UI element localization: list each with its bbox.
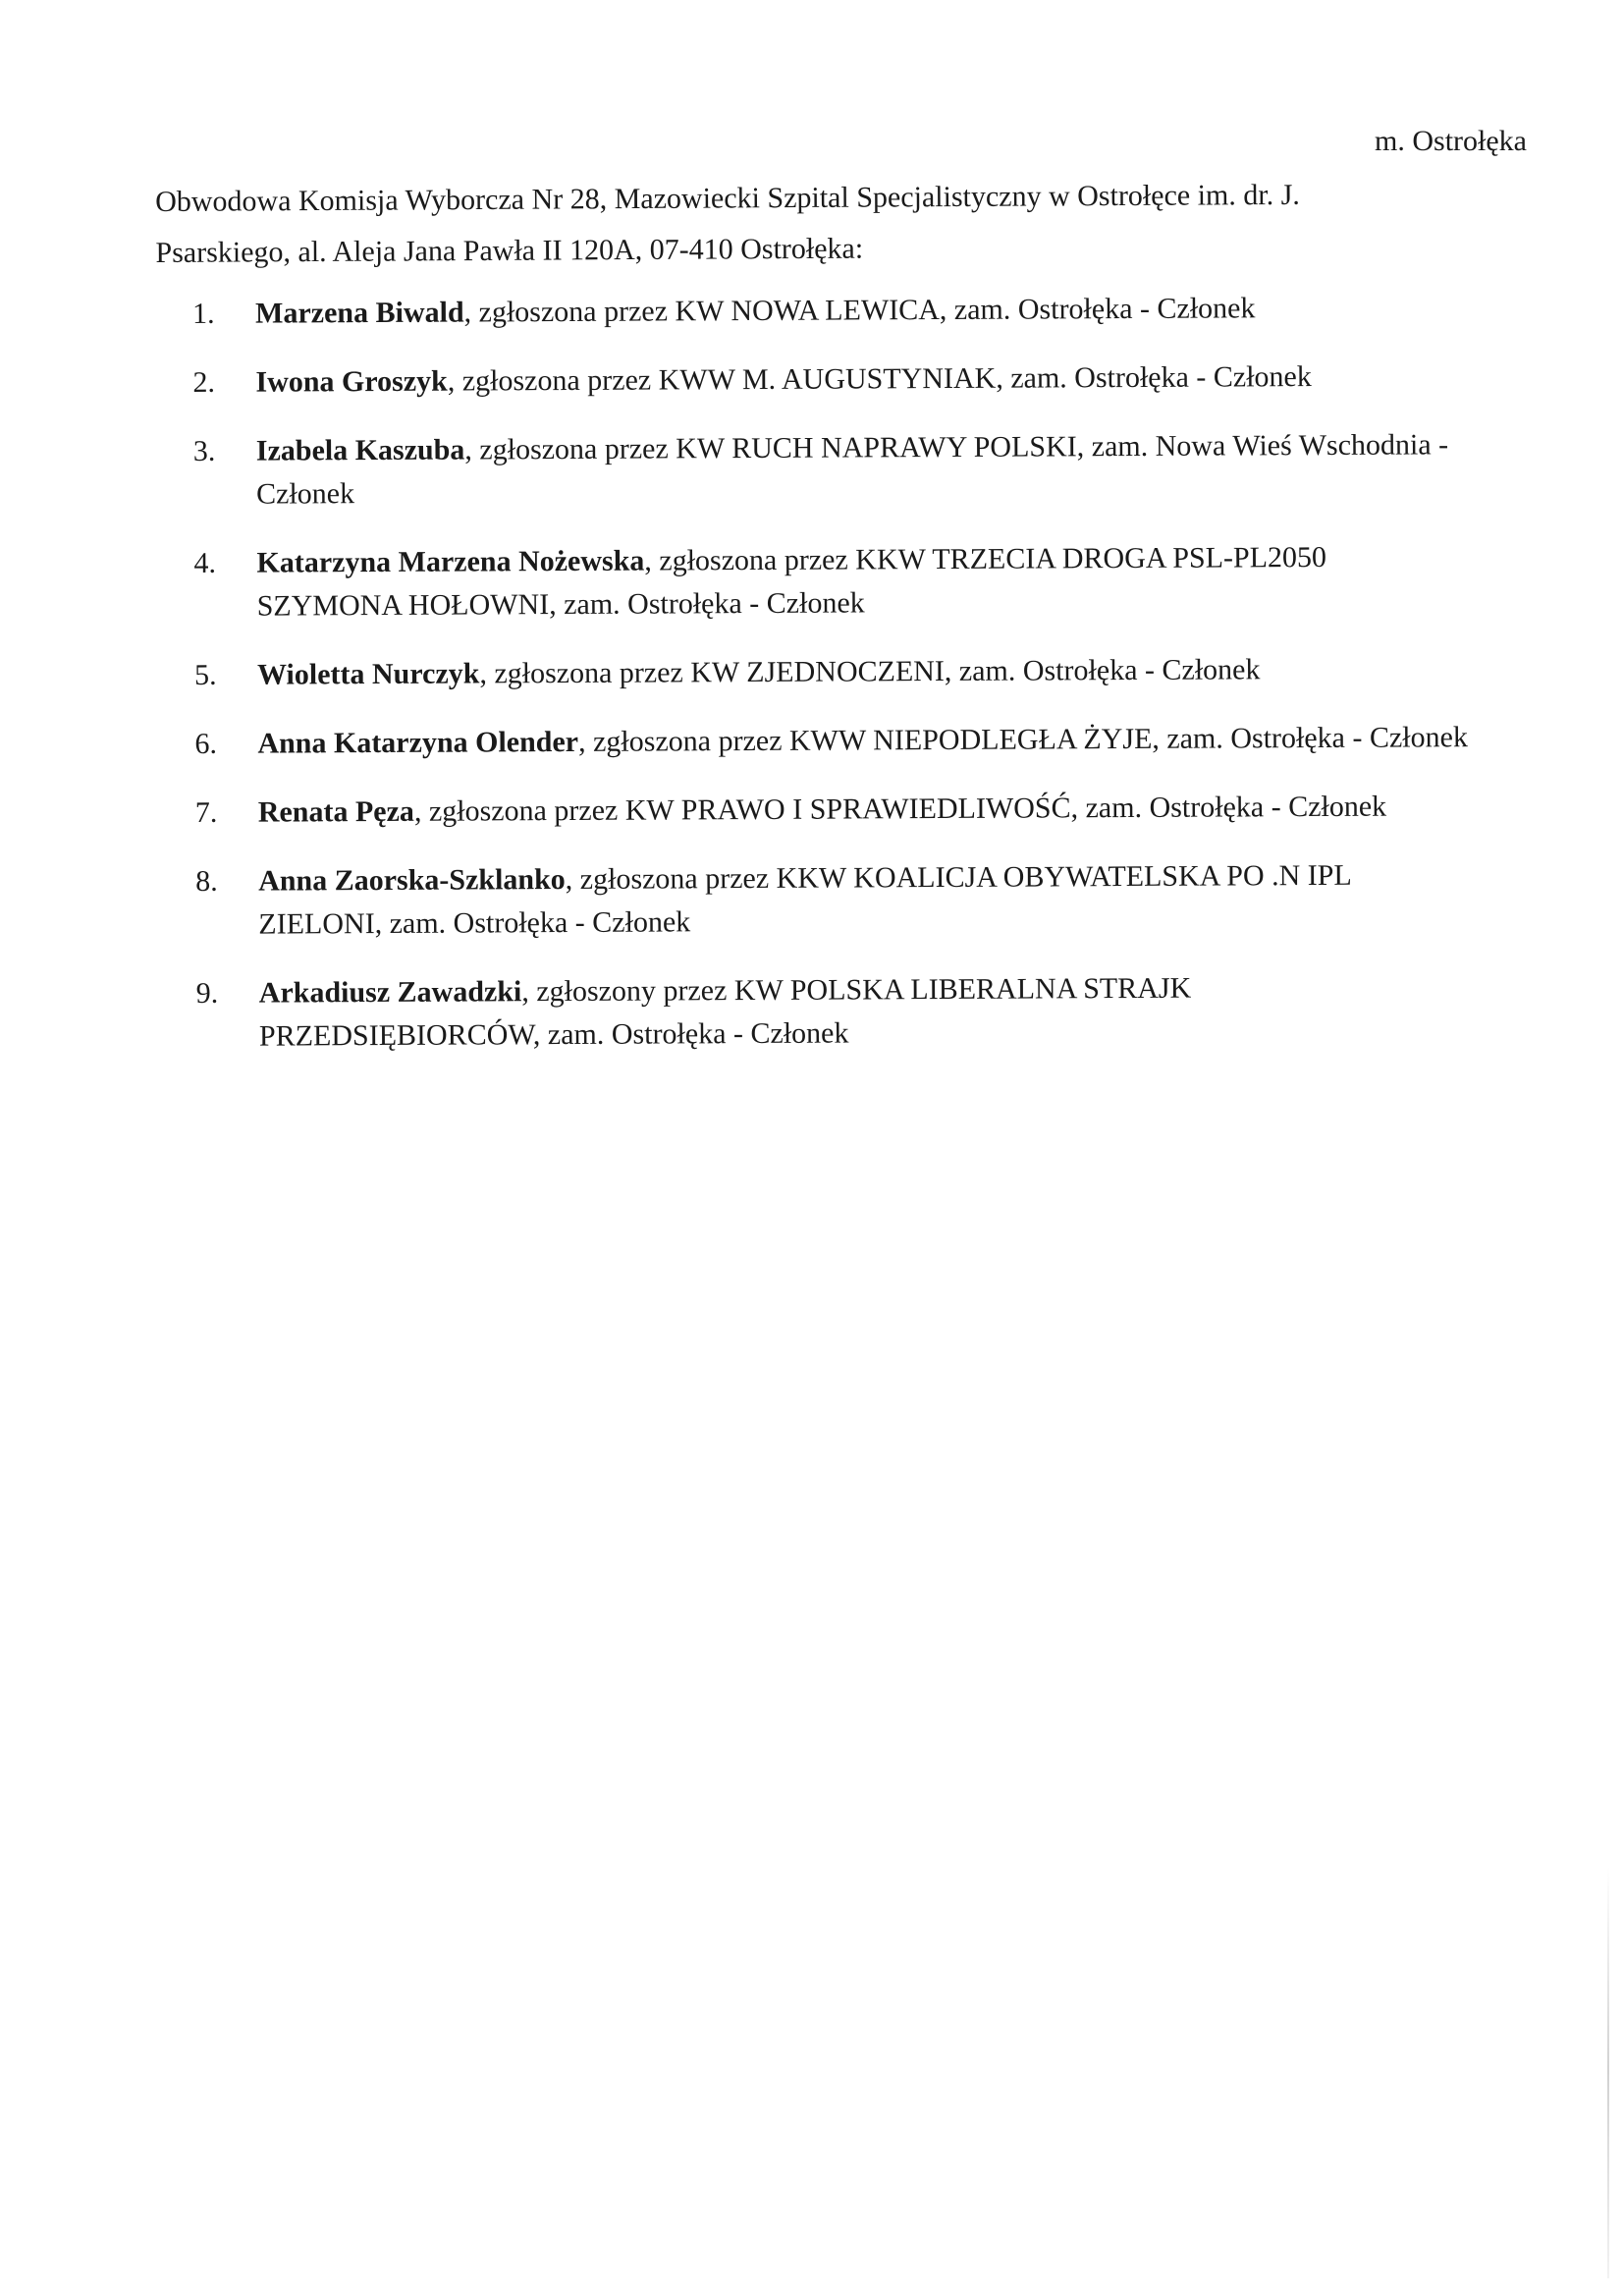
member-name: Wioletta Nurczyk <box>256 657 480 691</box>
member-number: 3. <box>192 434 216 467</box>
member-name: Katarzyna Marzena Nożewska <box>256 544 645 579</box>
commission-address: Obwodowa Komisja Wyborcza Nr 28, Mazowiecki Szpital Specjalistyczny w Ostrołęce im. dr. J. Psarskiego, al. Aleja Jana Pawła II 120A, 07-410 Ostrołęka: <box>155 178 1300 269</box>
member-name: Renata Pęza <box>257 794 414 829</box>
member-number: 5. <box>193 658 217 691</box>
member-item <box>194 716 1471 766</box>
member-number: 6. <box>194 727 217 760</box>
member-details: , zgłoszona przez KWW NIEPODLEGŁA ŻYJE, zam. Ostrołęka - Członek <box>577 721 1469 758</box>
member-details: , zgłoszona przez KKW TRZECIA DROGA PSL-PL2050 SZYMONA HOŁOWNI, zam. Ostrołęka - Członek <box>256 540 1327 623</box>
member-item <box>193 423 1470 517</box>
member-details: , zgłoszony przez KW POLSKA LIBERALNA STRAJK PRZEDSIĘBIORCÓW, zam. Ostrołęka - Członek <box>258 971 1192 1053</box>
document-location: m. Ostrołęka <box>1375 125 1527 157</box>
member-details: , zgłoszona przez KKW KOALICJA OBYWATELSKA PO .N IPL ZIELONI, zam. Ostrołęka - Członek <box>258 858 1351 941</box>
member-details: , zgłoszona przez KW ZJEDNOCZENI, zam. Ostrołęka - Członek <box>479 653 1261 690</box>
member-list <box>192 286 1473 1084</box>
member-details: , zgłoszona przez KW PRAWO I SPRAWIEDLIWOŚĆ, zam. Ostrołęka - Członek <box>413 790 1387 828</box>
member-details: , zgłoszona przez KWW M. AUGUSTYNIAK, zam. Ostrołęka - Członek <box>447 360 1312 398</box>
member-details: , zgłoszona przez KW RUCH NAPRAWY POLSKI, zam. Nowa Wieś Wschodnia - Członek <box>255 428 1449 511</box>
member-number: 8. <box>195 864 218 898</box>
member-item <box>192 286 1469 336</box>
scan-edge-mark <box>1607 1866 1609 2278</box>
member-name: Izabela Kaszuba <box>255 433 465 467</box>
member-item <box>193 535 1470 629</box>
member-item <box>196 965 1473 1059</box>
member-number: 1. <box>192 297 215 330</box>
member-details: , zgłoszona przez KW NOWA LEWICA, zam. Ostrołęka - Członek <box>463 292 1256 329</box>
member-name: Anna Zaorska-Szklanko <box>258 863 566 898</box>
member-item <box>194 647 1471 697</box>
member-name: Arkadiusz Zawadzki <box>258 975 522 1010</box>
member-name: Marzena Biwald <box>255 296 464 330</box>
member-number: 7. <box>194 795 218 829</box>
member-name: Iwona Groszyk <box>255 364 448 399</box>
member-name: Anna Katarzyna Olender <box>257 725 579 760</box>
member-number: 9. <box>195 976 219 1010</box>
member-number: 2. <box>192 365 216 399</box>
member-item <box>195 785 1472 835</box>
member-item <box>192 355 1469 405</box>
member-item <box>195 853 1472 947</box>
member-number: 4. <box>193 546 217 579</box>
